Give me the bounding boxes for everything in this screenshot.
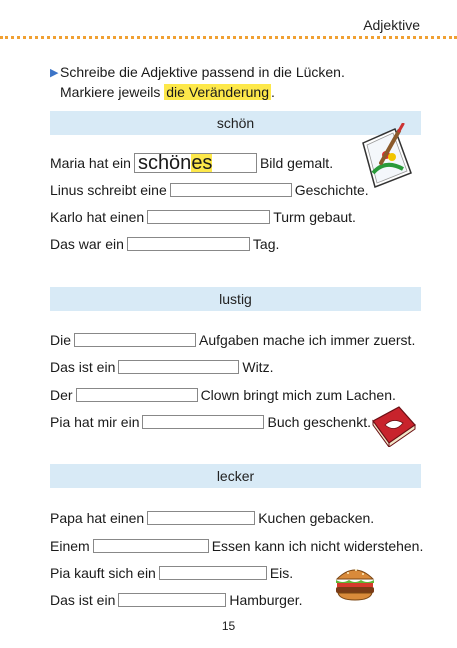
- section-heading-schoen: schön: [50, 111, 421, 135]
- exercise-row: [50, 331, 415, 349]
- book-icon: [369, 403, 417, 447]
- row-text-before: Papa hat einen: [50, 510, 145, 526]
- instruction-line-2-suffix: .: [271, 84, 275, 100]
- answer-field-filled[interactable]: [134, 153, 257, 173]
- row-text-after: Clown bringt mich zum Lachen.: [200, 387, 396, 403]
- row-text-after: Eis.: [269, 565, 294, 581]
- row-text-before: Linus schreibt eine: [50, 182, 167, 198]
- row-text-before: Pia hat mir ein: [50, 414, 140, 430]
- row-text-before: Der: [50, 387, 73, 403]
- instruction-line-1: Schreibe die Adjektive passend in die Lücken.: [60, 64, 345, 80]
- exercise-row: [50, 386, 396, 404]
- instruction-line-2-prefix: Markiere jeweils: [60, 84, 165, 100]
- row-text-after: Geschichte.: [294, 182, 369, 198]
- page-number: 15: [221, 619, 236, 633]
- row-text-after: Hamburger.: [229, 592, 303, 608]
- answer-field[interactable]: [147, 511, 255, 525]
- section-heading-lustig: lustig: [50, 287, 421, 311]
- answer-stem: schön: [137, 152, 192, 174]
- exercise-row: [50, 564, 293, 582]
- row-text-after: Buch geschenkt.: [267, 414, 371, 430]
- exercise-row: [50, 208, 356, 226]
- exercise-row: [50, 235, 279, 253]
- painting-icon: [359, 123, 415, 191]
- answer-field[interactable]: [127, 237, 250, 251]
- row-text-before: Das war ein: [50, 236, 124, 252]
- row-text-after: Essen kann ich nicht widerstehen.: [211, 538, 424, 554]
- row-text-before: Maria hat ein: [50, 155, 131, 171]
- bullet-triangle-icon: ▶: [50, 67, 59, 79]
- header-divider: [0, 36, 457, 39]
- row-text-before: Karlo hat einen: [50, 209, 145, 225]
- chapter-title: Adjektive: [363, 17, 420, 33]
- row-text-before: Einem: [50, 538, 90, 554]
- row-text-before: Das ist ein: [50, 592, 116, 608]
- exercise-row: [50, 537, 423, 555]
- exercise-row: [50, 509, 374, 527]
- exercise-row: [50, 181, 369, 199]
- row-text-after: Bild gemalt.: [259, 155, 334, 171]
- exercise-row: [50, 413, 371, 431]
- answer-field[interactable]: [170, 183, 292, 197]
- answer-field[interactable]: [76, 388, 198, 402]
- answer-field[interactable]: [74, 333, 196, 347]
- row-text-after: Aufgaben mache ich immer zuerst.: [199, 332, 416, 348]
- row-text-after: Kuchen gebacken.: [258, 510, 375, 526]
- answer-field[interactable]: [118, 593, 226, 607]
- answer-field[interactable]: [93, 539, 209, 553]
- row-text-after: Witz.: [242, 359, 274, 375]
- row-text-after: Tag.: [252, 236, 280, 252]
- exercise-row: [50, 153, 333, 173]
- answer-field[interactable]: [118, 360, 239, 374]
- answer-field[interactable]: [142, 415, 264, 429]
- answer-change-highlight: es: [191, 152, 213, 174]
- answer-field[interactable]: [147, 210, 270, 224]
- row-text-before: Die: [50, 332, 72, 348]
- hamburger-icon: [333, 563, 377, 603]
- row-text-after: Turm gebaut.: [273, 209, 356, 225]
- instruction-highlight: die Veränderung: [166, 84, 270, 100]
- answer-field[interactable]: [159, 566, 267, 580]
- exercise-row: [50, 591, 303, 609]
- instruction-line-2: [50, 82, 345, 102]
- row-text-before: Pia kauft sich ein: [50, 565, 156, 581]
- section-heading-lecker: lecker: [50, 464, 421, 488]
- exercise-row: [50, 358, 273, 376]
- row-text-before: Das ist ein: [50, 359, 116, 375]
- instruction: [50, 62, 345, 102]
